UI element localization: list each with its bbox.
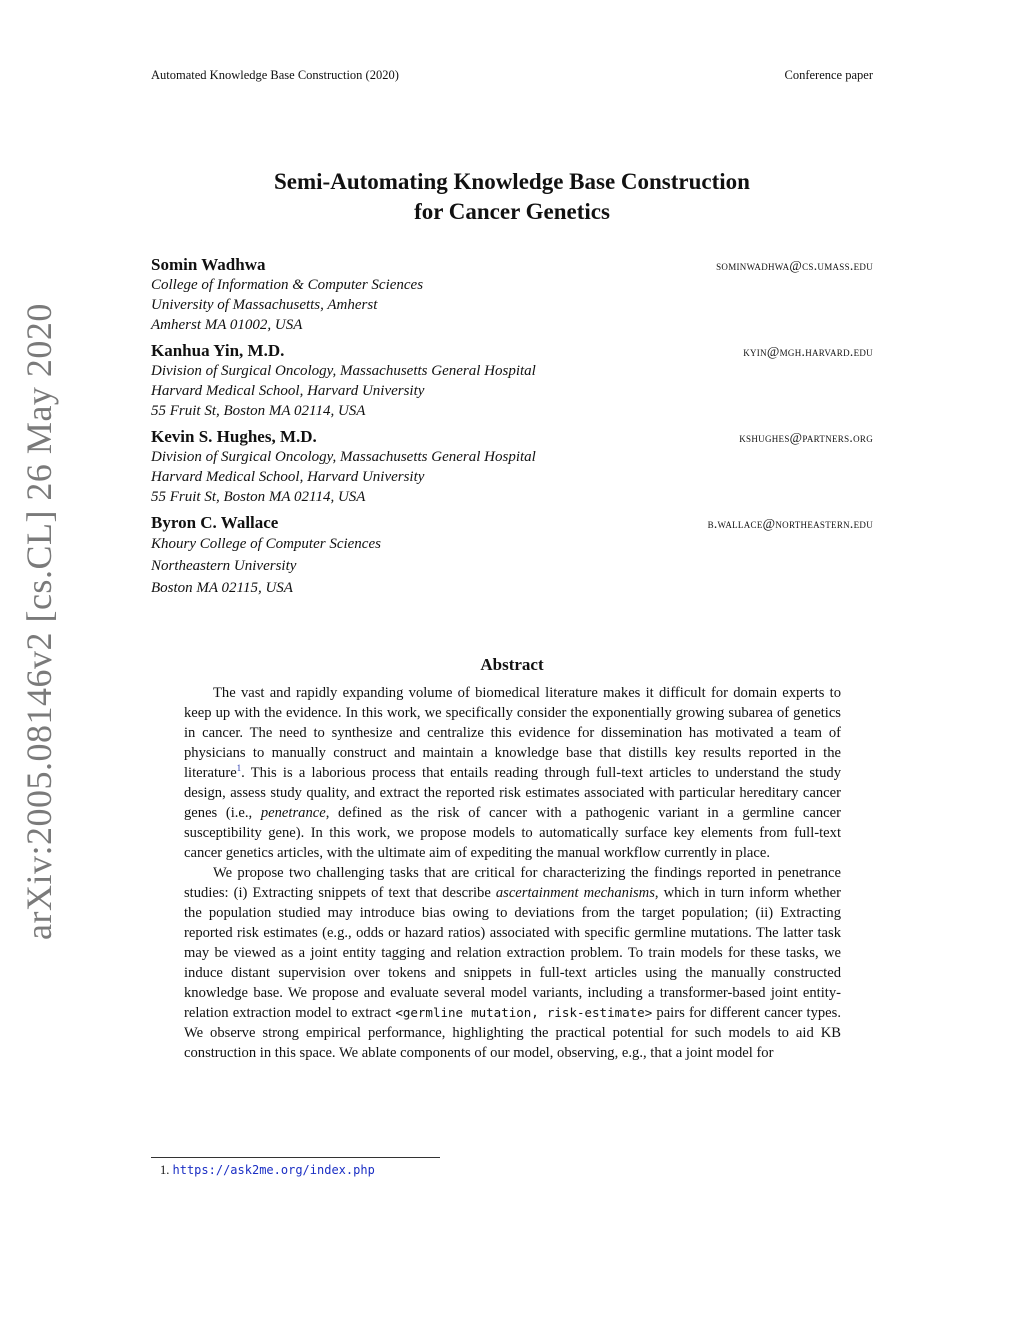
- venue-text: Automated Knowledge Base Construction (2020): [151, 68, 399, 82]
- affiliation-line: Khoury College of Computer Sciences: [151, 536, 381, 552]
- author-email[interactable]: b.wallace@northeastern.edu: [707, 516, 873, 531]
- abstract-paragraph: [184, 683, 841, 863]
- footnote-reference[interactable]: 1: [236, 763, 242, 774]
- paper-type-text: Conference paper: [784, 68, 873, 82]
- affiliation-line: University of Massachusetts, Amherst: [151, 297, 378, 313]
- footnote: [160, 1163, 375, 1178]
- text-span: The vast and rapidly expanding volume of biomedical literature makes it difficult for domain experts to keep up with the evidence. In this work, we specifically consider the exponentially growing subarea of genetics in cancer. The need to synthesize and centralize this evidence for dissemination has motivated a team of physicians to manually construct and maintain a knowledge base that distills key results reported in the literature: [184, 685, 841, 781]
- title-line-2: for Cancer Genetics: [414, 199, 610, 224]
- affiliation-line: Harvard Medical School, Harvard University: [151, 383, 425, 399]
- affiliation-line: Harvard Medical School, Harvard University: [151, 469, 425, 485]
- abstract-body: [184, 683, 841, 1063]
- author-entry: [151, 513, 873, 599]
- author-entry: [151, 427, 873, 507]
- paper-title: [0, 167, 1024, 227]
- author-email[interactable]: kshughes@partners.org: [739, 430, 873, 445]
- author-name: Kanhua Yin, M.D.: [151, 341, 285, 360]
- code-span: <germline mutation, risk-estimate>: [395, 1005, 653, 1020]
- affiliation-line: Northeastern University: [151, 558, 297, 574]
- affiliation-line: Boston MA 02115, USA: [151, 580, 293, 596]
- emphasis-term: ascertainment mechanisms: [495, 885, 655, 901]
- author-name: Kevin S. Hughes, M.D.: [151, 427, 317, 446]
- title-line-1: Semi-Automating Knowledge Base Construction: [274, 169, 750, 194]
- author-block: [151, 255, 873, 605]
- author-email[interactable]: kyin@mgh.harvard.edu: [743, 344, 873, 359]
- footnote-number: 1.: [160, 1163, 170, 1177]
- affiliation-line: 55 Fruit St, Boston MA 02114, USA: [151, 403, 366, 419]
- text-span: , which in turn inform whether the population studied may introduce bias owing to deviations from the target population; (ii) Extracting reported risk estimates (e.g., odds or hazard ratios) associated with specific germline mutations. The latter task may be viewed as a joint entity tagging and relation extraction problem. To train models for these tasks, we induce distant supervision over tokens and snippets in full-text articles using the manually constructed knowledge base. We propose and evaluate several model variants, including a transformer-based joint entity-relation extraction model to extract: [184, 885, 841, 1021]
- abstract-heading: Abstract: [480, 655, 544, 674]
- author-entry: [151, 341, 873, 421]
- abstract-paragraph: [184, 863, 841, 1063]
- footnote-link[interactable]: https://ask2me.org/index.php: [172, 1163, 375, 1177]
- author-name: Somin Wadhwa: [151, 255, 266, 274]
- text-span: , defined as the risk of cancer with a pathogenic variant in a germline cancer susceptibility gene). In this work, we propose models to automatically surface key elements from full-text cancer genetics articles, with the ultimate aim of expediting the manual workflow currently in place.: [184, 805, 841, 861]
- affiliation-line: Division of Surgical Oncology, Massachusetts General Hospital: [151, 363, 536, 379]
- author-entry: [151, 255, 873, 335]
- arxiv-identifier: arXiv:2005.08146v2 [cs.CL] 26 May 2020: [19, 303, 59, 940]
- footnote-divider: [151, 1157, 440, 1158]
- text-span: We propose two challenging tasks that are critical for characterizing the findings reported in penetrance studies: (i) Extracting snippets of text that describe: [184, 865, 841, 901]
- author-name: Byron C. Wallace: [151, 513, 279, 532]
- affiliation-line: Division of Surgical Oncology, Massachusetts General Hospital: [151, 449, 536, 465]
- text-span: pairs for different cancer types. We observe strong empirical performance, highlighting the practical potential for such models to aid KB construction in this space. We ablate components of our model, observing, e.g., that a joint model for: [184, 1005, 841, 1061]
- affiliation-line: 55 Fruit St, Boston MA 02114, USA: [151, 489, 366, 505]
- text-span: . This is a laborious process that entails reading through full-text articles to understand the study design, assess study quality, and extract the reported risk estimates associated with particular hereditary cancer genes (i.e.,: [184, 765, 841, 821]
- affiliation-line: Amherst MA 01002, USA: [151, 317, 303, 333]
- affiliation-line: College of Information & Computer Sciences: [151, 277, 424, 293]
- running-header: [151, 68, 873, 83]
- emphasis-term: penetrance: [260, 805, 326, 821]
- author-email[interactable]: sominwadhwa@cs.umass.edu: [716, 258, 873, 273]
